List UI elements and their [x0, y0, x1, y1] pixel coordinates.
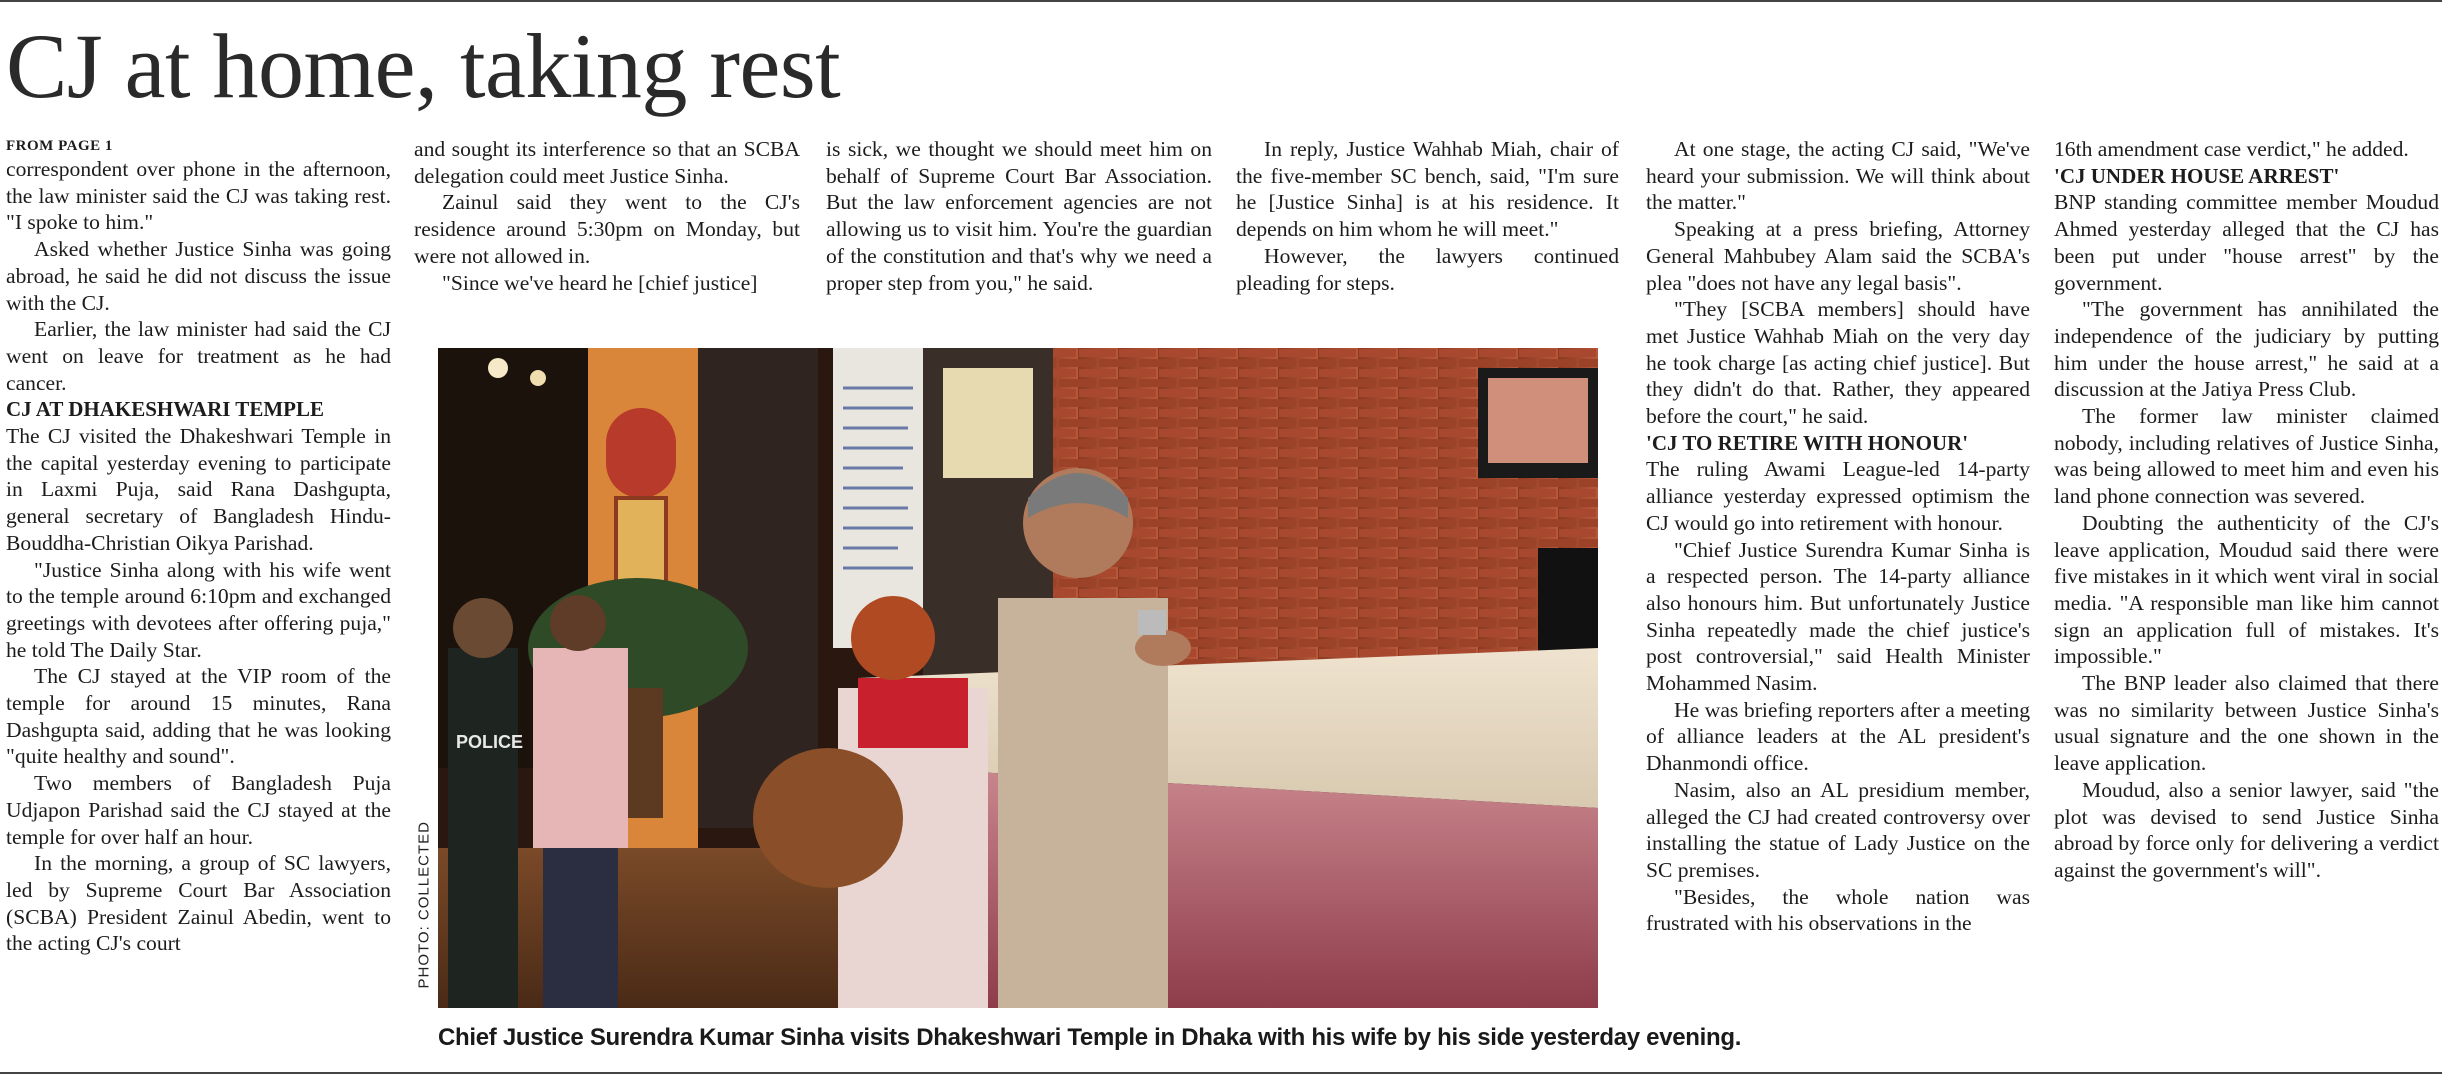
paragraph: The CJ stayed at the VIP room of the temple for around 15 minutes, Rana Dashgupta said, adding that he was looking "quite healthy and sound". [6, 664, 391, 769]
woman-red-blouse [858, 678, 968, 748]
paragraph: 16th amendment case verdict," he added. [2054, 137, 2409, 161]
photo-credit-text: PHOTO: COLLECTED [415, 821, 433, 989]
brown-handbag [753, 748, 903, 888]
paragraph: is sick, we thought we should meet him on behalf of Supreme Court Bar Association. But the law enforcement agencies are not allowing us to visit him. You're the guardian of the constitution and that's why we need a proper step from you," he said. [826, 137, 1212, 295]
paragraph: Asked whether Justice Sinha was going abroad, he said he did not discuss the issue with the CJ. [6, 237, 391, 315]
ceiling-light [530, 370, 546, 386]
paragraph: "The government has annihilated the independence of the judiciary by putting him under the house arrest," he said at a discussion at the Jatiya Press Club. [2054, 297, 2439, 402]
police-officer-head [453, 598, 513, 658]
paragraph: and sought its interference so that an SCBA delegation could meet Justice Sinha. [414, 137, 800, 188]
paragraph: Doubting the authenticity of the CJ's leave application, Moudud said there were five mistakes in it which went viral in social media. "A responsible man like him cannot sign an application full of mistakes. It's impossible." [2054, 510, 2439, 669]
subheading: 'CJ UNDER HOUSE ARREST' [2054, 163, 2340, 188]
paragraph: In reply, Justice Wahhab Miah, chair of the five-member SC bench, said, "I'm sure he [Justice Sinha] is at his residence. It depends on him whom he will meet." [1236, 137, 1619, 242]
police-officer [448, 648, 518, 1008]
brass-cup [1138, 610, 1166, 635]
woman-head [851, 596, 935, 680]
folded-hands [1135, 630, 1191, 666]
paragraph: At one stage, the acting CJ said, "We've heard your submission. We will think about the matter." [1646, 137, 2030, 215]
man-head [550, 595, 606, 651]
article-column-4 [1236, 136, 1619, 296]
notice-poster [943, 368, 1033, 478]
news-photo [438, 348, 1598, 1008]
paragraph: The former law minister claimed nobody, including relatives of Justice Sinha, was being allowed to meet him and even his land phone connection was severed. [2054, 404, 2439, 509]
article-column-3 [826, 136, 1212, 296]
man-pink-shirt [533, 648, 628, 848]
paragraph: However, the lawyers continued pleading for steps. [1236, 243, 1619, 295]
paragraph: He was briefing reporters after a meeting of alliance leaders at the AL president's Dhanmondi office. [1646, 697, 2030, 776]
article-column-5 [1646, 136, 2030, 937]
man-jeans [543, 848, 618, 1008]
photo-credit [404, 821, 440, 1000]
paragraph: "Chief Justice Surendra Kumar Sinha is a respected person. The 14-party alliance also honours him. But unfortunately Justice Sinha repeatedly made the chief justice's post controversial," said Health Minister Mohammed Nasim. [1646, 537, 2030, 696]
paragraph: Speaking at a press briefing, Attorney General Mahbubey Alam said the SCBA's plea "does not have any legal basis". [1646, 217, 2030, 295]
paragraph: The ruling Awami League-led 14-party alliance yesterday expressed optimism the CJ would go into retirement with honour. [1646, 457, 2030, 535]
paragraph: The BNP leader also claimed that there was no similarity between Justice Sinha's usual signature and the one shown in the leave application. [2054, 671, 2439, 776]
ceiling-light [488, 358, 508, 378]
paragraph: "They [SCBA members] should have met Justice Wahhab Miah on the very day he took charge [as acting chief justice]. But they didn't do that. Rather, they appeared before the court," he said. [1646, 297, 2030, 429]
paragraph: correspondent over phone in the afternoon, the law minister said the CJ was taking rest. "I spoke to him." [6, 157, 391, 235]
tv-screen [1488, 378, 1588, 463]
paragraph: Earlier, the law minister had said the CJ went on leave for treatment as he had cancer. [6, 317, 391, 395]
pillar-emblem [606, 408, 676, 498]
paragraph: The CJ visited the Dhakeshwari Temple in the capital yesterday evening to participate in Laxmi Puja, said Rana Dashgupta, general secretary of Bangladesh Hindu-Bouddha-Christian Oikya Parishad. [6, 424, 391, 555]
paragraph: Zainul said they went to the CJ's residence around 5:30pm on Monday, but were not allowed in. [414, 190, 800, 268]
top-rule [0, 0, 2442, 2]
paragraph: BNP standing committee member Moudud Ahmed yesterday alleged that the CJ has been put under "house arrest" by the government. [2054, 190, 2439, 295]
photo-caption: Chief Justice Surendra Kumar Sinha visits Dhakeshwari Temple in Dhaka with his wife by his side yesterday evening. [438, 1024, 1742, 1051]
temple-visit-photo [438, 348, 1598, 1008]
paragraph: Nasim, also an AL presidium member, alleged the CJ had created controversy over installing the statue of Lady Justice on the SC premises. [1646, 777, 2030, 882]
paragraph: "Since we've heard he [chief justice] [442, 270, 758, 295]
continuation-kicker: FROM PAGE 1 [6, 138, 113, 154]
subheading: CJ AT DHAKESHWARI TEMPLE [6, 397, 324, 422]
paragraph: Two members of Bangladesh Puja Udjapon Parishad said the CJ stayed at the temple for over half an hour. [6, 771, 391, 849]
article-column-6 [2054, 136, 2439, 884]
paragraph: "Besides, the whole nation was frustrated with his observations in the [1646, 884, 2030, 936]
bottom-rule [0, 1072, 2442, 1074]
article-column-1 [6, 136, 391, 957]
police-badge-text: POLICE [456, 732, 524, 752]
paragraph: Moudud, also a senior lawyer, said "the plot was devised to send Justice Sinha abroad by force only for delivering a verdict against the government's will". [2054, 777, 2439, 882]
paragraph: "Justice Sinha along with his wife went to the temple around 6:10pm and exchanged greetings with devotees after offering puja," he told The Daily Star. [6, 557, 391, 662]
article-column-2 [414, 136, 800, 296]
subheading: 'CJ TO RETIRE WITH HONOUR' [1646, 430, 1969, 455]
headline: CJ at home, taking rest [6, 15, 841, 117]
paragraph: In the morning, a group of SC lawyers, led by Supreme Court Bar Association (SCBA) President Zainul Abedin, went to the acting CJ's court [6, 851, 391, 956]
